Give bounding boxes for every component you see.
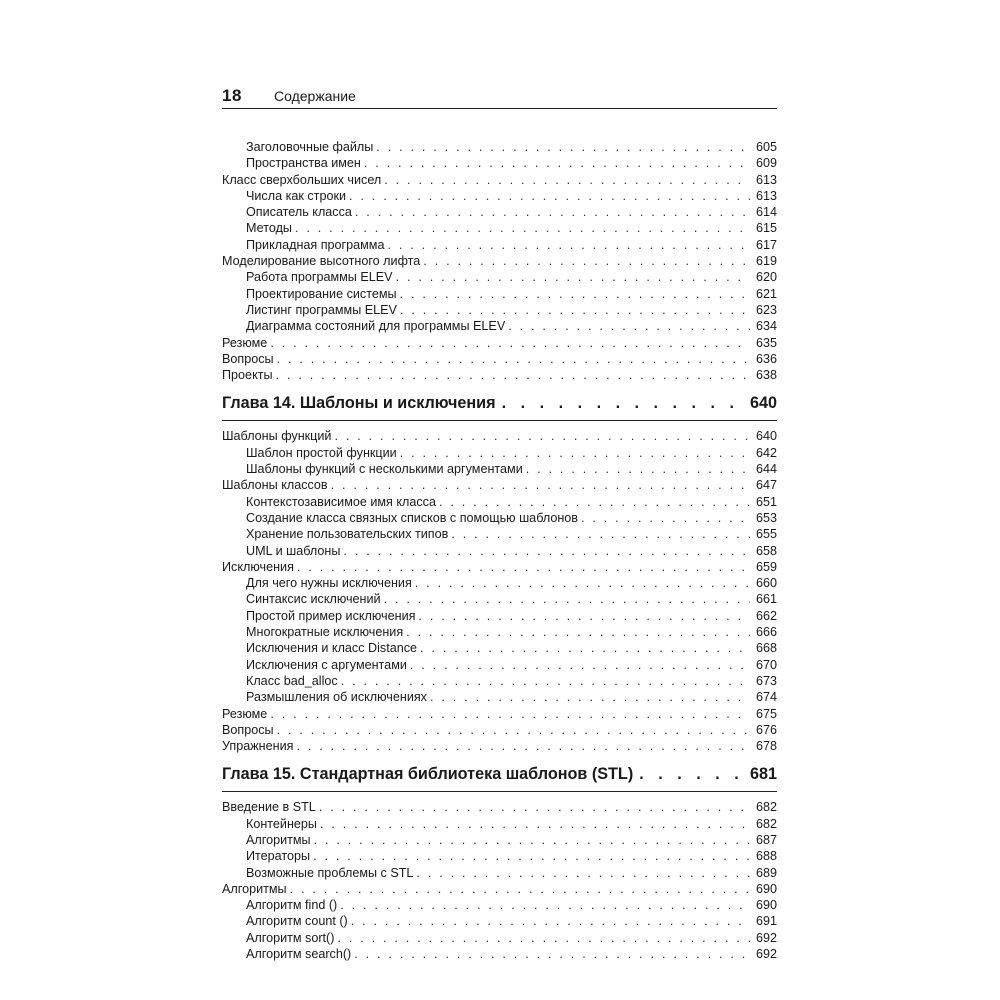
- dot-leader: [276, 367, 750, 383]
- toc-entry-page: 668: [755, 641, 777, 656]
- toc-entry-title: Вопросы: [222, 351, 274, 366]
- toc-entry-page: 673: [755, 673, 777, 688]
- page-number: 18: [222, 86, 242, 105]
- toc-entry-page: 662: [755, 608, 777, 623]
- toc-entry-title: Шаблоны функций с несколькими аргументами: [246, 462, 523, 477]
- toc-entry-title: Работа программы ELEV: [246, 270, 393, 285]
- toc-entry-page: 682: [755, 800, 777, 815]
- dot-leader: [415, 575, 750, 591]
- toc-subsection-entry[interactable]: [222, 510, 777, 526]
- toc-subsection-entry[interactable]: [222, 188, 777, 204]
- toc-entry-title: Создание класса связных списков с помощью шаблонов: [246, 510, 578, 525]
- dot-leader: [355, 204, 750, 220]
- toc-entry-page: 692: [755, 930, 777, 945]
- toc-subsection-entry[interactable]: [222, 543, 777, 559]
- chapter-title: Глава 14. Шаблоны и исключения: [222, 394, 496, 413]
- toc-entry-title: Проекты: [222, 368, 273, 383]
- toc-section-entry[interactable]: [222, 706, 777, 722]
- toc-section-entry[interactable]: [222, 351, 777, 367]
- toc-entry-title: Алгоритм sort(): [246, 930, 335, 945]
- dot-leader: [416, 865, 750, 881]
- dot-leader: [387, 237, 750, 253]
- toc-subsection-entry[interactable]: [222, 640, 777, 656]
- toc-entry-title: Заголовочные файлы: [246, 140, 374, 154]
- dot-leader: [581, 510, 750, 526]
- toc-subsection-entry[interactable]: [222, 269, 777, 285]
- toc-entry-title: Пространства имен: [246, 156, 361, 171]
- toc-subsection-entry[interactable]: [222, 624, 777, 640]
- toc-entry-page: 619: [755, 254, 777, 269]
- toc-subsection-entry[interactable]: [222, 575, 777, 591]
- toc-entry-title: Шаблоны классов: [222, 478, 328, 493]
- dot-leader: [290, 881, 750, 897]
- toc-entry-page: 605: [755, 140, 777, 154]
- dot-leader: [396, 269, 750, 285]
- dot-leader: [439, 494, 750, 510]
- dot-leader: [341, 673, 750, 689]
- toc-block-3: [222, 799, 777, 962]
- toc-subsection-entry[interactable]: [222, 946, 777, 962]
- toc-subsection-entry[interactable]: [222, 816, 777, 832]
- toc-entry-page: 691: [755, 914, 777, 929]
- toc-entry-title: Синтаксис исключений: [246, 592, 381, 607]
- chapter-title: Глава 15. Стандартная библиотека шаблонов (STL): [222, 765, 634, 784]
- toc-subsection-entry[interactable]: [222, 832, 777, 848]
- toc-entry-page: 659: [755, 559, 777, 574]
- dot-leader: [384, 172, 750, 188]
- toc-section-entry[interactable]: [222, 881, 777, 897]
- toc-subsection-entry[interactable]: [222, 494, 777, 510]
- toc-entry-title: Класс bad_alloc: [246, 673, 338, 688]
- dot-leader: [410, 657, 750, 673]
- toc-subsection-entry[interactable]: [222, 302, 777, 318]
- toc-entry-page: 644: [755, 462, 777, 477]
- toc-subsection-entry[interactable]: [222, 657, 777, 673]
- toc-subsection-entry[interactable]: [222, 673, 777, 689]
- toc-entry-page: 674: [755, 690, 777, 705]
- toc-entry-title: Листинг программы ELEV: [246, 302, 397, 317]
- chapter-page: 681: [749, 765, 777, 784]
- toc-entry-title: Для чего нужны исключения: [246, 576, 412, 591]
- dot-leader: [331, 477, 750, 493]
- toc-entry-title: Контекстозависимое имя класса: [246, 494, 436, 509]
- toc-subsection-entry[interactable]: [222, 220, 777, 236]
- dot-leader: [313, 848, 750, 864]
- toc-subsection-entry[interactable]: [222, 897, 777, 913]
- dot-leader: [270, 335, 750, 351]
- toc-entry-page: 661: [755, 592, 777, 607]
- dot-leader: [400, 286, 750, 302]
- toc-subsection-entry[interactable]: [222, 930, 777, 946]
- toc-entry-page: 640: [755, 429, 777, 444]
- toc-entry-page: 634: [755, 319, 777, 334]
- toc-entry-title: Алгоритм search(): [246, 947, 352, 962]
- toc-entry-page: 688: [755, 849, 777, 864]
- dot-leader: [343, 543, 750, 559]
- dot-leader: [400, 445, 750, 461]
- toc-entry-page: 658: [755, 543, 777, 558]
- toc-entry-title: Шаблон простой функции: [246, 445, 397, 460]
- dot-leader: [502, 394, 744, 413]
- toc-entry-page: 621: [755, 286, 777, 301]
- chapter-heading-15[interactable]: [222, 765, 777, 792]
- toc-block-1: [222, 139, 777, 383]
- toc-entry-page: 670: [755, 657, 777, 672]
- toc-block-2: [222, 428, 777, 754]
- toc-subsection-entry[interactable]: [222, 913, 777, 929]
- toc-entry-page: 635: [755, 335, 777, 350]
- dot-leader: [295, 220, 750, 236]
- toc-entry-page: 642: [755, 445, 777, 460]
- toc-section-entry[interactable]: [222, 559, 777, 575]
- toc-entry-title: Алгоритм count (): [246, 914, 348, 929]
- dot-leader: [334, 428, 750, 444]
- dot-leader: [319, 799, 750, 815]
- toc-entry-title: Числа как строки: [246, 188, 346, 203]
- toc-subsection-entry[interactable]: [222, 139, 777, 155]
- toc-entry-title: Моделирование высотного лифта: [222, 254, 421, 269]
- toc-entry-title: Класс сверхбольших чисел: [222, 172, 382, 187]
- toc-entry-title: Алгоритмы: [222, 881, 287, 896]
- toc-entry-page: 614: [755, 205, 777, 220]
- dot-leader: [351, 913, 750, 929]
- toc-entry-title: Резюме: [222, 706, 268, 721]
- dot-leader: [297, 559, 750, 575]
- toc-entry-page: 675: [755, 706, 777, 721]
- toc-entry-page: 651: [755, 494, 777, 509]
- dot-leader: [277, 351, 750, 367]
- toc-subsection-entry[interactable]: [222, 865, 777, 881]
- toc-page: [222, 86, 777, 962]
- toc-subsection-entry[interactable]: [222, 461, 777, 477]
- dot-leader: [418, 608, 750, 624]
- toc-entry-page: 690: [755, 898, 777, 913]
- toc-entry-title: Шаблоны функций: [222, 429, 332, 444]
- toc-entry-page: 615: [755, 221, 777, 236]
- dot-leader: [423, 253, 750, 269]
- dot-leader: [340, 897, 750, 913]
- toc-entry-title: Упражнения: [222, 739, 294, 754]
- dot-leader: [384, 591, 750, 607]
- toc-entry-title: Хранение пользовательских типов: [246, 527, 449, 542]
- toc-section-entry[interactable]: [222, 253, 777, 269]
- chapter-heading-14[interactable]: [222, 394, 777, 421]
- toc-subsection-entry[interactable]: [222, 237, 777, 253]
- toc-entry-page: 660: [755, 576, 777, 591]
- toc-entry-title: Исключения: [222, 559, 294, 574]
- dot-leader: [320, 816, 750, 832]
- toc-entry-title: Размышления об исключениях: [246, 690, 427, 705]
- toc-section-entry[interactable]: [222, 367, 777, 383]
- toc-subsection-entry[interactable]: [222, 155, 777, 171]
- running-header: [222, 86, 777, 109]
- dot-leader: [376, 139, 750, 155]
- dot-leader: [314, 832, 750, 848]
- dot-leader: [430, 689, 750, 705]
- toc-entry-title: Резюме: [222, 335, 268, 350]
- toc-section-entry[interactable]: [222, 428, 777, 444]
- toc-subsection-entry[interactable]: [222, 445, 777, 461]
- toc-section-entry[interactable]: [222, 172, 777, 188]
- toc-subsection-entry[interactable]: [222, 204, 777, 220]
- toc-entry-title: Контейнеры: [246, 816, 317, 831]
- toc-section-entry[interactable]: [222, 799, 777, 815]
- toc-entry-page: 666: [755, 625, 777, 640]
- toc-entry-page: 613: [755, 172, 777, 187]
- dot-leader: [400, 302, 750, 318]
- running-header-title: Содержание: [274, 88, 356, 104]
- toc-entry-title: Методы: [246, 221, 292, 236]
- toc-entry-page: 687: [755, 832, 777, 847]
- toc-subsection-entry[interactable]: [222, 608, 777, 624]
- dot-leader: [451, 526, 750, 542]
- toc-section-entry[interactable]: [222, 738, 777, 754]
- toc-section-entry[interactable]: [222, 477, 777, 493]
- dot-leader: [270, 706, 750, 722]
- toc-entry-title: Многократные исключения: [246, 625, 404, 640]
- toc-entry-title: Проектирование системы: [246, 286, 397, 301]
- dot-leader: [296, 738, 750, 754]
- toc-subsection-entry[interactable]: [222, 318, 777, 334]
- toc-entry-title: Введение в STL: [222, 800, 316, 815]
- toc-entry-title: Исключения и класс Distance: [246, 641, 418, 656]
- dot-leader: [337, 930, 750, 946]
- toc-entry-page: 620: [755, 270, 777, 285]
- toc-entry-title: Возможные проблемы с STL: [246, 865, 414, 880]
- toc-entry-page: 689: [755, 865, 777, 880]
- toc-entry-page: 609: [755, 156, 777, 171]
- toc-entry-page: 636: [755, 351, 777, 366]
- toc-section-entry[interactable]: [222, 722, 777, 738]
- toc-entry-page: 638: [755, 368, 777, 383]
- toc-entry-page: 692: [755, 947, 777, 962]
- toc-entry-page: 653: [755, 510, 777, 525]
- toc-subsection-entry[interactable]: [222, 286, 777, 302]
- toc-entry-title: Алгоритмы: [246, 832, 311, 847]
- dot-leader: [349, 188, 750, 204]
- toc-entry-title: UML и шаблоны: [246, 543, 341, 558]
- dot-leader: [277, 722, 750, 738]
- toc-entry-title: Прикладная программа: [246, 237, 385, 252]
- toc-subsection-entry[interactable]: [222, 591, 777, 607]
- toc-entry-title: Алгоритм find (): [246, 898, 338, 913]
- dot-leader: [406, 624, 750, 640]
- dot-leader: [508, 318, 750, 334]
- toc-entry-title: Исключения с аргументами: [246, 657, 407, 672]
- toc-entry-title: Описатель класса: [246, 205, 352, 220]
- toc-entry-page: 676: [755, 722, 777, 737]
- toc-entry-page: 690: [755, 881, 777, 896]
- dot-leader: [420, 640, 750, 656]
- toc-entry-title: Вопросы: [222, 722, 274, 737]
- toc-entry-page: 678: [755, 739, 777, 754]
- dot-leader: [364, 155, 750, 171]
- toc-subsection-entry[interactable]: [222, 526, 777, 542]
- toc-entry-page: 647: [755, 478, 777, 493]
- toc-entry-title: Диаграмма состояний для программы ELEV: [246, 319, 506, 334]
- dot-leader: [354, 946, 750, 962]
- toc-entry-page: 623: [755, 302, 777, 317]
- dot-leader: [526, 461, 750, 477]
- toc-section-entry[interactable]: [222, 335, 777, 351]
- toc-subsection-entry[interactable]: [222, 689, 777, 705]
- dot-leader: [639, 765, 744, 784]
- toc-entry-page: 617: [755, 237, 777, 252]
- toc-entry-page: 613: [755, 188, 777, 203]
- toc-entry-page: 655: [755, 527, 777, 542]
- toc-subsection-entry[interactable]: [222, 848, 777, 864]
- chapter-page: 640: [749, 394, 777, 413]
- toc-entry-page: 682: [755, 816, 777, 831]
- toc-entry-title: Итераторы: [246, 849, 311, 864]
- toc-entry-title: Простой пример исключения: [246, 608, 416, 623]
